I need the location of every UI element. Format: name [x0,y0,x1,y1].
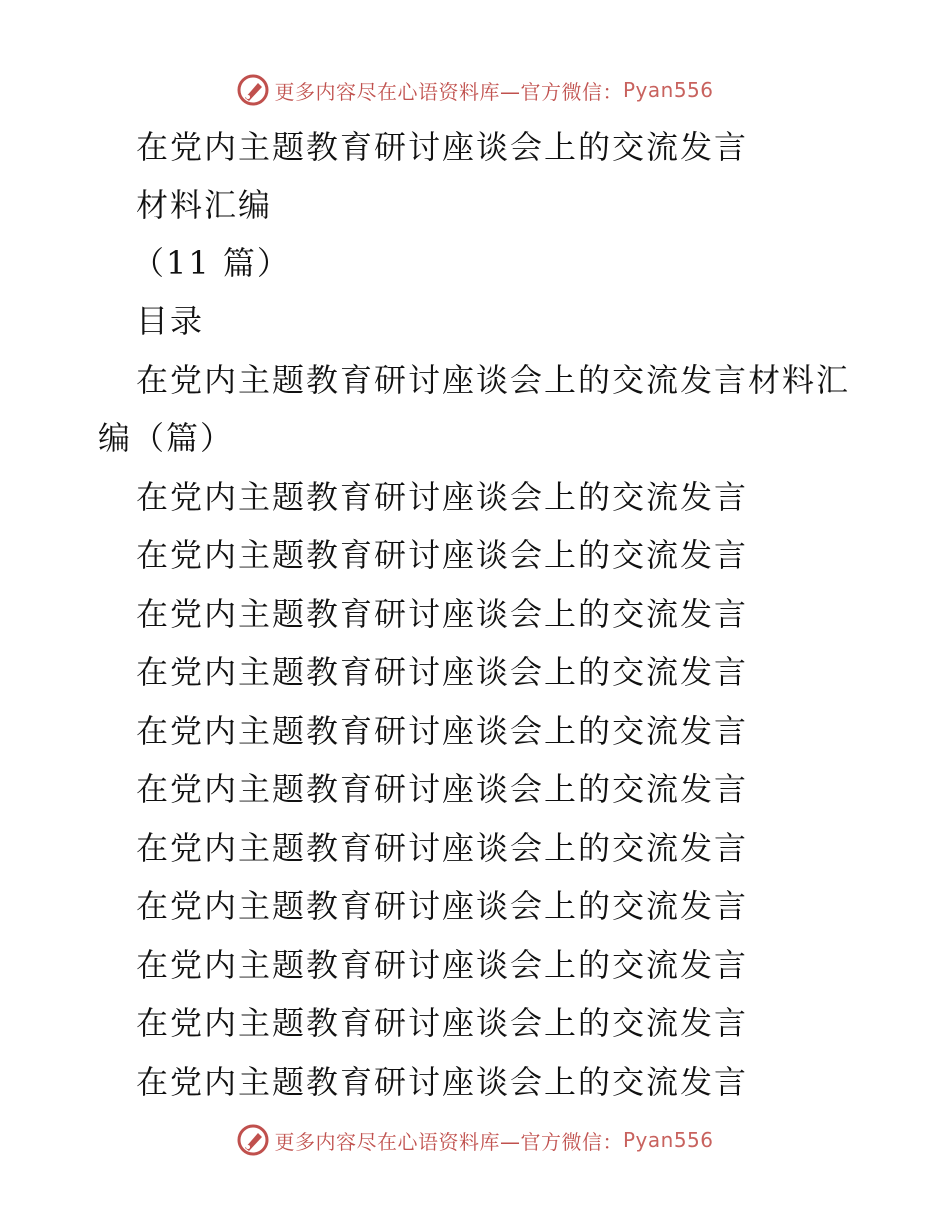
toc-title-line-1: 在党内主题教育研讨座谈会上的交流发言材料汇 [136,361,851,399]
document-title-line-2: 材料汇编 [136,186,273,224]
toc-item: 在党内主题教育研讨座谈会上的交流发言 [136,536,749,574]
toc-item: 在党内主题教育研讨座谈会上的交流发言 [136,1063,749,1101]
header-banner-text: 更多内容尽在心语资料库—官方微信： [274,79,623,104]
toc-heading: 目录 [136,302,205,340]
toc-item: 在党内主题教育研讨座谈会上的交流发言 [136,887,749,925]
toc-item: 在党内主题教育研讨座谈会上的交流发言 [136,712,749,750]
toc-item: 在党内主题教育研讨座谈会上的交流发言 [136,595,749,633]
footer-watermark-banner [0,1122,950,1158]
toc-item: 在党内主题教育研讨座谈会上的交流发言 [136,1004,749,1042]
toc-item: 在党内主题教育研讨座谈会上的交流发言 [136,478,749,516]
footer-banner-text: 更多内容尽在心语资料库—官方微信： [274,1129,623,1154]
document-title-line-1: 在党内主题教育研讨座谈会上的交流发言 [136,128,749,166]
pen-logo-icon [236,73,270,107]
document-count: （11 篇） [132,244,291,282]
toc-item: 在党内主题教育研讨座谈会上的交流发言 [136,829,749,867]
footer-banner-wechat: Pyan556 [622,1128,714,1152]
toc-title-line-2: 编（篇） [98,419,235,457]
header-banner-wechat: Pyan556 [622,78,714,102]
toc-item: 在党内主题教育研讨座谈会上的交流发言 [136,653,749,691]
toc-item: 在党内主题教育研讨座谈会上的交流发言 [136,946,749,984]
pen-logo-icon [236,1123,270,1157]
header-watermark-banner [0,72,950,108]
toc-item: 在党内主题教育研讨座谈会上的交流发言 [136,770,749,808]
